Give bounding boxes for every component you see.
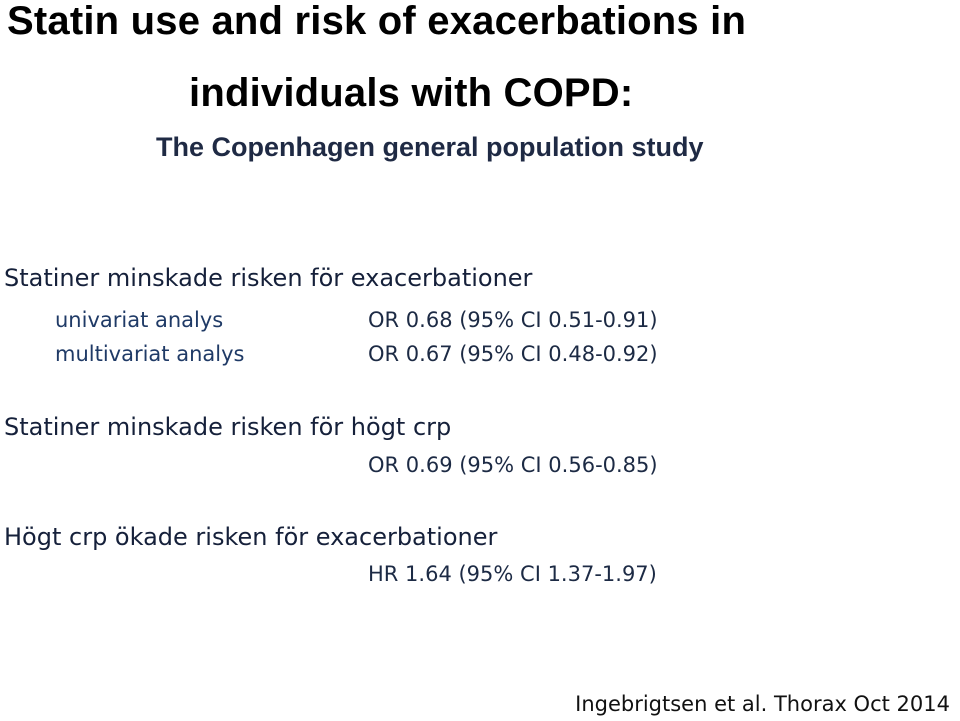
slide-subtitle: The Copenhagen general population study	[156, 132, 704, 162]
slide-title-line-1: Statin use and risk of exacerbations in	[7, 0, 747, 43]
result-label-univariate: univariat analys	[55, 308, 224, 332]
citation: Ingebrigtsen et al. Thorax Oct 2014	[575, 692, 950, 716]
section-heading-crp: Statiner minskade risken för högt crp	[4, 413, 452, 441]
result-stat-univariate: OR 0.68 (95% CI 0.51-0.91)	[368, 308, 658, 332]
result-stat-crp: OR 0.69 (95% CI 0.56-0.85)	[368, 453, 658, 477]
section-heading-crp-exacerbations: Högt crp ökade risken för exacerbationer	[4, 523, 498, 551]
result-stat-crp-exacerbations: HR 1.64 (95% CI 1.37-1.97)	[368, 562, 657, 586]
result-label-multivariate: multivariat analys	[55, 342, 245, 366]
slide-title-line-2: individuals with COPD:	[189, 71, 634, 115]
section-heading-exacerbations: Statiner minskade risken för exacerbationer	[4, 264, 533, 292]
result-stat-multivariate: OR 0.67 (95% CI 0.48-0.92)	[368, 342, 658, 366]
